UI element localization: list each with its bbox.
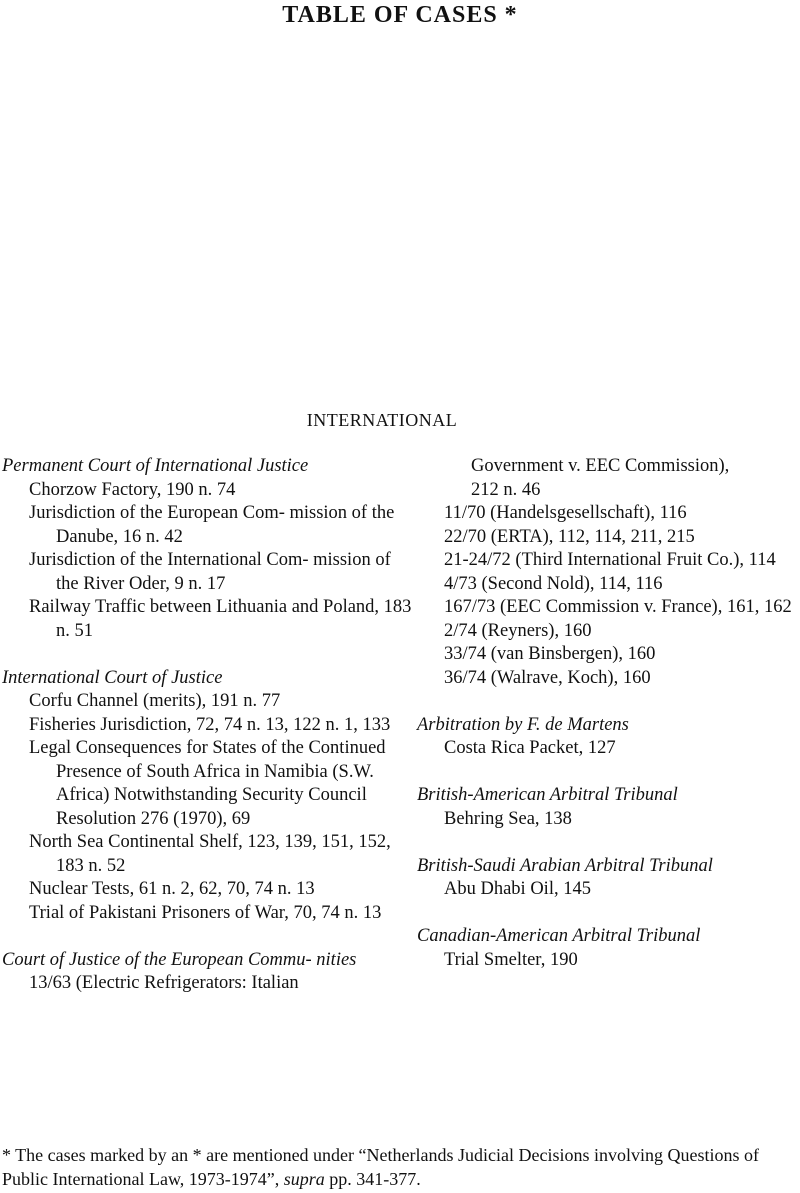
group-heading: Court of Justice of the European Commu- nities (2, 949, 357, 970)
group-heading: British-American Arbitral Tribunal (417, 785, 678, 805)
case-entry: Trial Smelter, 190 (444, 949, 578, 970)
group-heading: Arbitration by F. de Martens (417, 714, 629, 735)
case-entry: Trial of Pakistani Prisoners of War, 70, 74 n. 13 (29, 902, 382, 923)
case-entry: Costa Rica Packet, 127 (444, 738, 616, 758)
case-entry: 2/74 (Reyners), 160 (444, 620, 592, 641)
case-entry: Jurisdiction of the European Com- mission of the Danube, 16 n. 42 (29, 503, 395, 547)
group-british-saudi (417, 855, 800, 902)
page-title: TABLE OF CASES * (282, 2, 518, 28)
case-entry: 21-24/72 (Third International Fruit Co.), 114 (444, 550, 776, 570)
group-ecj (2, 949, 412, 996)
footnote-text: * The cases marked by an * are mentioned under “Netherlands Judicial Decisions involving Questions of Public International Law, 1973-1974”, (2, 1145, 759, 1189)
case-entry: Fisheries Jurisdiction, 72, 74 n. 13, 122 n. 1, 133 (29, 714, 391, 735)
case-entry: Railway Traffic between Lithuania and Poland, 183 n. 51 (29, 597, 412, 641)
group-icj (2, 667, 412, 926)
group-ecj-continued (417, 455, 800, 690)
case-entry: 11/70 (Handelsgesellschaft), 116 (444, 503, 687, 523)
case-entry: Nuclear Tests, 61 n. 2, 62, 70, 74 n. 13 (29, 879, 315, 899)
footnote-text-end: pp. 341-377. (324, 1169, 421, 1189)
case-entry: 33/74 (van Binsbergen), 160 (444, 644, 656, 664)
group-heading: Permanent Court of International Justice (2, 456, 309, 476)
right-column (417, 455, 800, 996)
case-entry: Legal Consequences for States of the Continued Presence of South Africa in Namibia (S.W. Africa) Notwithstanding Security Council Resolution 276 (1970), 69 (29, 738, 386, 829)
case-entry: 167/73 (EEC Commission v. France), 161, 162 (444, 597, 792, 617)
group-canadian-american (417, 925, 800, 972)
case-entry: Behring Sea, 138 (444, 808, 572, 829)
section-title: INTERNATIONAL (306, 410, 458, 430)
case-entry: Jurisdiction of the International Com- mission of the River Oder, 9 n. 17 (29, 550, 391, 594)
group-martens (417, 714, 800, 761)
group-british-american (417, 784, 800, 831)
case-entry: Corfu Channel (merits), 191 n. 77 (29, 691, 281, 711)
group-heading: Canadian-American Arbitral Tribunal (417, 926, 701, 946)
footnote (2, 1143, 798, 1191)
case-entry: 22/70 (ERTA), 112, 114, 211, 215 (444, 526, 695, 547)
case-entry: 13/63 (Electric Refrigerators: Italian (29, 973, 299, 993)
case-entry: North Sea Continental Shelf, 123, 139, 151, 152, 183 n. 52 (29, 832, 391, 876)
group-heading: British-Saudi Arabian Arbitral Tribunal (417, 855, 713, 876)
group-permanent-court (2, 455, 412, 643)
case-entry: Abu Dhabi Oil, 145 (444, 879, 591, 899)
case-entry: 4/73 (Second Nold), 114, 116 (444, 573, 663, 594)
footnote-italic: supra (283, 1169, 325, 1189)
left-column (2, 455, 412, 1019)
case-entry: Chorzow Factory, 190 n. 74 (29, 479, 236, 500)
group-heading: International Court of Justice (2, 667, 223, 688)
case-entry: 36/74 (Walrave, Koch), 160 (444, 667, 651, 688)
case-entry-continuation: Government v. EEC Commission), (471, 456, 730, 476)
case-entry-continuation: 212 n. 46 (471, 479, 541, 500)
